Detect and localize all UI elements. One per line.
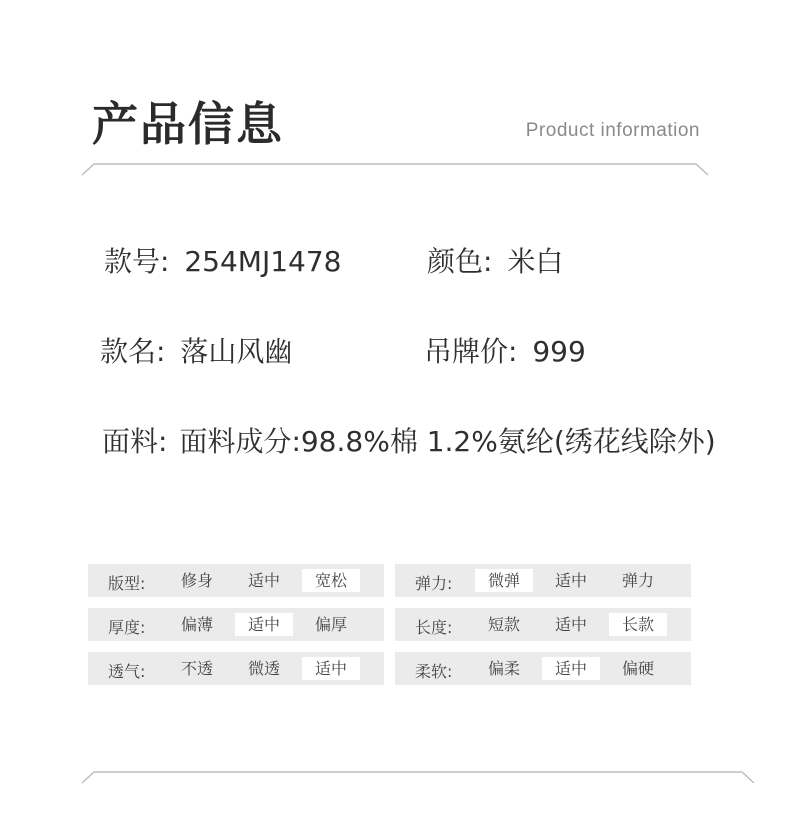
page-title: 产品信息 <box>92 97 284 151</box>
attr-option: 不透 <box>180 659 213 678</box>
footer-divider <box>0 768 790 788</box>
attr-option-selected: 适中 <box>542 657 600 680</box>
attr-label: 弹力: <box>415 574 453 593</box>
color-value: 米白 <box>507 245 564 278</box>
attr-label: 版型: <box>108 574 146 593</box>
attr-option: 偏硬 <box>621 659 654 678</box>
color-row <box>427 240 563 280</box>
color-label: 颜色: <box>427 245 493 278</box>
style-name-label: 款名: <box>100 335 166 368</box>
style-name-value: 落山风幽 <box>180 335 293 368</box>
price-row <box>424 330 586 370</box>
attr-option: 偏厚 <box>314 615 347 634</box>
page-subtitle: Product information <box>525 120 700 141</box>
attr-option-selected: 适中 <box>235 613 293 636</box>
style-name-row <box>100 330 292 370</box>
attr-option: 微透 <box>247 659 280 678</box>
attr-option-selected: 宽松 <box>302 569 360 592</box>
attr-elasticity <box>395 564 691 597</box>
attr-label: 长度: <box>415 618 453 637</box>
attr-option: 适中 <box>554 571 587 590</box>
attr-option: 适中 <box>554 615 587 634</box>
attr-option-selected: 适中 <box>302 657 360 680</box>
attr-option: 弹力 <box>621 571 654 590</box>
price-value: 999 <box>532 335 586 368</box>
attr-option-selected: 长款 <box>609 613 667 636</box>
style-number-label: 款号: <box>104 245 170 278</box>
fabric-row <box>102 420 722 464</box>
attr-label: 厚度: <box>108 618 146 637</box>
attr-softness <box>395 652 691 685</box>
attr-option-selected: 微弹 <box>475 569 533 592</box>
header-divider <box>0 160 790 180</box>
attr-label: 柔软: <box>415 662 453 681</box>
style-number-row <box>104 240 341 280</box>
fabric-value: 面料成分:98.8%棉 1.2%氨纶(绣花线除外) <box>179 425 716 458</box>
attr-option: 修身 <box>180 571 213 590</box>
fabric-label: 面料: <box>102 425 168 458</box>
attr-option: 适中 <box>247 571 280 590</box>
style-number-value: 254MJ1478 <box>184 245 342 278</box>
attr-fit <box>88 564 384 597</box>
attr-option: 偏薄 <box>180 615 213 634</box>
attr-breathability <box>88 652 384 685</box>
attr-length <box>395 608 691 641</box>
price-label: 吊牌价: <box>424 335 518 368</box>
attr-option: 短款 <box>487 615 520 634</box>
attr-option: 偏柔 <box>487 659 520 678</box>
attr-thickness <box>88 608 384 641</box>
attr-label: 透气: <box>108 662 146 681</box>
